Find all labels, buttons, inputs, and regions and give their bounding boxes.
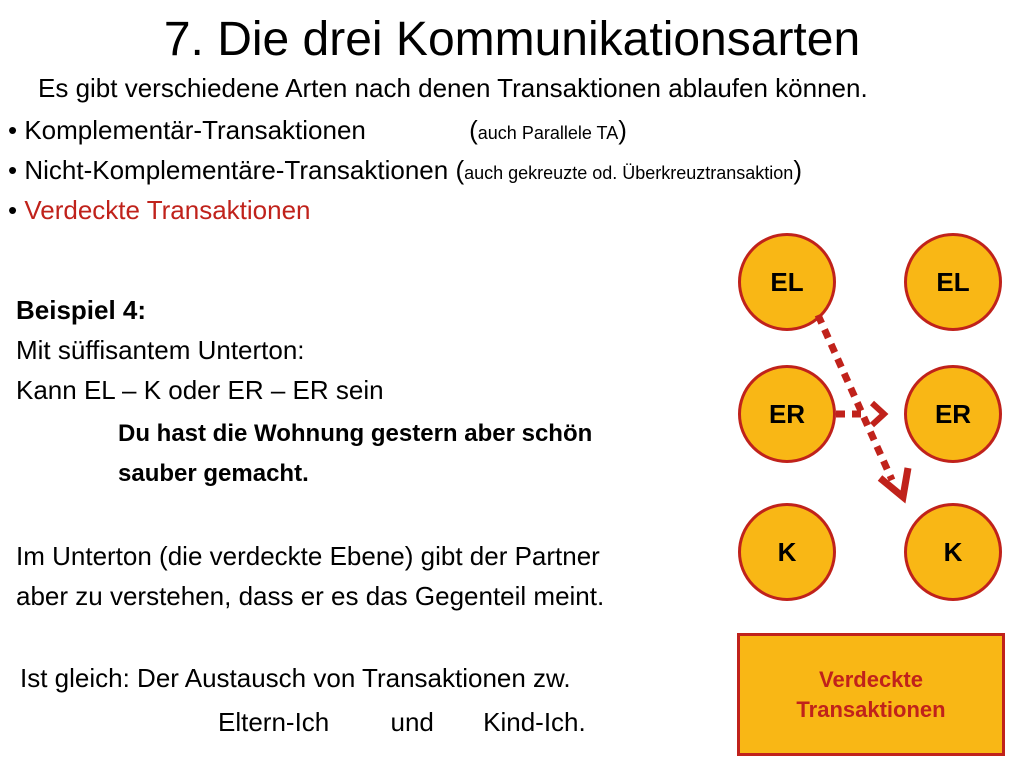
bullet-label: Komplementär-Transaktionen [24,115,366,145]
hidden-arrow-head [880,468,908,497]
bullet-note-close: ) [793,155,802,185]
page-title: 7. Die drei Kommunikationsarten [163,13,861,66]
bullet-note-close: ) [618,115,627,145]
example-quote-1: Du hast die Wohnung gestern aber schön [118,420,593,447]
explain-line-1: Im Unterton (die verdeckte Ebene) gibt der Partner [16,541,600,571]
ego-label: EL [936,266,970,297]
hidden-transactions-box [737,633,1005,756]
bullet-marker: • [8,195,18,225]
explain-line-2: aber zu verstehen, dass er es das Gegenteil meint. [16,581,605,611]
bullet-note: auch Parallele TA [477,123,619,143]
bullet-note-open: ( [469,115,478,145]
bullet-label: Nicht-Komplementäre-Transaktionen [24,155,456,185]
summary-child-ego: Kind-Ich. [483,707,586,737]
bullet-label: Verdeckte Transaktionen [24,195,311,225]
example-line-2: Kann EL – K oder ER – ER sein [16,375,384,405]
bullet-marker: • [8,115,18,145]
ego-label: K [943,536,963,567]
summary-parent-ego: Eltern-Ich [218,707,330,737]
box-line-1: Verdeckte [819,666,923,692]
example-quote-2: sauber gemacht. [118,460,309,487]
er-er-arrow-head [872,403,884,425]
summary-and: und [390,707,434,737]
ego-label: K [777,536,797,567]
ego-label: ER [768,398,806,429]
ego-label: ER [934,398,972,429]
bullet-note-open: ( [455,155,465,185]
hidden-arrow-line [818,315,892,480]
bullet-note: auch gekreuzte od. Überkreuztransaktion [464,163,794,183]
example-line-1: Mit süffisantem Unterton: [16,335,305,365]
summary-line-1: Ist gleich: Der Austausch von Transaktionen zw. [20,663,571,693]
example-heading: Beispiel 4: [16,295,147,325]
bullet-marker: • [8,155,18,185]
intro-text: Es gibt verschiedene Arten nach denen Transaktionen ablaufen können. [38,73,868,103]
box-line-2: Transaktionen [796,696,946,722]
ego-label: EL [770,266,804,297]
